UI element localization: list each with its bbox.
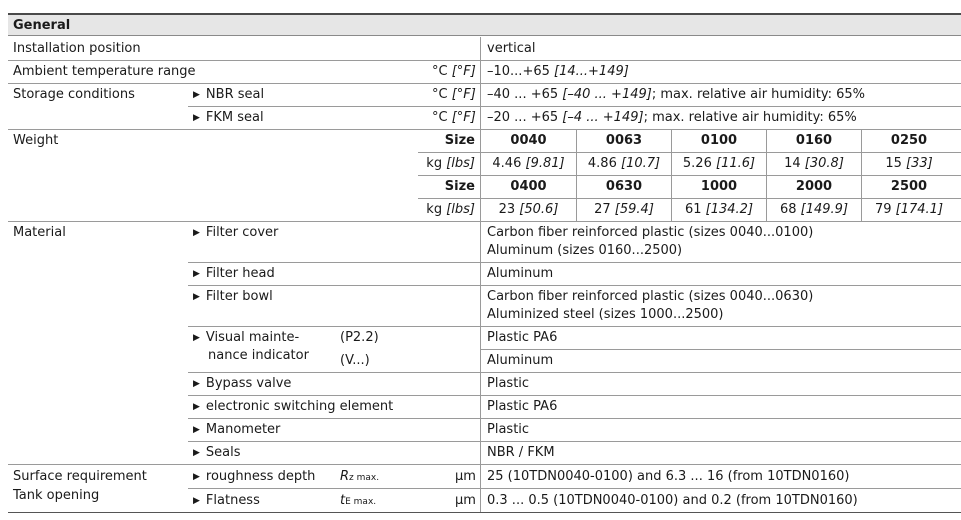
surface-roughness-symbol: Rz max. — [340, 469, 380, 484]
material-visual-code-2: (V...) — [340, 353, 370, 368]
row-divider — [418, 198, 961, 199]
material-filter-bowl-value-2: Aluminized steel (sizes 1000...2500) — [487, 307, 724, 322]
ambient-label: Ambient temperature range — [13, 64, 196, 79]
material-label: Material — [13, 225, 66, 240]
storage-nbr-unit: °C [°F] — [432, 87, 476, 102]
material-seals-label: ▶ Seals — [193, 444, 241, 463]
material-visual-label-2: nance indicator — [208, 348, 309, 363]
surface-flatness-value: 0.3 ... 0.5 (10TDN0040-0100) and 0.2 (from 10TDN0160) — [487, 493, 858, 508]
installation-label: Installation position — [13, 41, 141, 56]
material-manometer-value: Plastic — [487, 422, 530, 437]
weight-kg-label: kg [lbs] — [426, 156, 475, 171]
weight-value-cell: 61 [134.2] — [684, 202, 754, 217]
weight-size-cell: 0040 — [510, 133, 547, 148]
material-filter-bowl-value-1: Carbon fiber reinforced plastic (sizes 0040...0630) — [487, 289, 814, 304]
row-divider — [188, 106, 961, 107]
row-divider — [188, 441, 961, 442]
material-visual-value-2: Aluminum — [487, 353, 554, 368]
storage-label: Storage conditions — [13, 87, 135, 102]
storage-nbr-value: –40 ... +65 [–40 ... +149]; max. relative air humidity: 65% — [487, 87, 866, 102]
surface-label-2: Tank opening — [13, 488, 100, 503]
material-seals-value: NBR / FKM — [487, 445, 555, 460]
row-divider — [188, 488, 961, 489]
material-visual-value-1: Plastic PA6 — [487, 330, 558, 345]
weight-value-cell: 4.46 [9.81] — [492, 156, 565, 171]
row-divider — [188, 285, 961, 286]
weight-size-cell: 0160 — [795, 133, 833, 148]
row-divider — [188, 326, 961, 327]
ambient-unit: °C [°F] — [432, 64, 476, 79]
material-visual-code-1: (P2.2) — [340, 330, 379, 345]
row-divider — [188, 418, 961, 419]
storage-fkm-unit: °C [°F] — [432, 110, 476, 125]
row-divider — [188, 395, 961, 396]
weight-kg-label: kg [lbs] — [426, 202, 475, 217]
surface-flatness-symbol: tE max. — [340, 493, 377, 508]
section-header — [8, 13, 961, 36]
material-bypass-label: ▶ Bypass valve — [193, 375, 291, 394]
row-divider — [188, 262, 961, 263]
weight-size-cell: 0063 — [605, 133, 643, 148]
installation-value: vertical — [487, 41, 536, 56]
weight-size-cell: 1000 — [700, 179, 738, 194]
surface-flatness-unit: µm — [455, 493, 476, 508]
storage-fkm-label: ▶ FKM seal — [193, 109, 264, 128]
ambient-value: –10...+65 [14...+149] — [487, 64, 629, 79]
surface-roughness-label: ▶ roughness depth — [193, 468, 315, 487]
weight-size-cell: 2000 — [795, 179, 833, 194]
surface-label-1: Surface requirement — [13, 469, 147, 484]
material-bypass-value: Plastic — [487, 376, 530, 391]
weight-value-cell: 15 [33] — [885, 156, 933, 171]
material-filter-cover-value-1: Carbon fiber reinforced plastic (sizes 0040...0100) — [487, 225, 814, 240]
row-divider — [418, 152, 961, 153]
weight-value-cell: 4.86 [10.7] — [587, 156, 661, 171]
weight-size-label: Size — [444, 179, 475, 194]
row-divider — [8, 129, 961, 130]
value-column-divider — [480, 37, 481, 512]
weight-label: Weight — [13, 133, 59, 148]
row-divider — [418, 175, 961, 176]
row-divider — [8, 83, 961, 84]
surface-flatness-label: ▶ Flatness — [193, 492, 260, 511]
storage-nbr-label: ▶ NBR seal — [193, 86, 264, 105]
weight-size-cell: 0100 — [700, 133, 738, 148]
table-bottom-border — [8, 512, 961, 513]
row-divider — [188, 372, 961, 373]
storage-fkm-value: –20 ... +65 [–4 ... +149]; max. relative air humidity: 65% — [487, 110, 857, 125]
row-divider — [8, 221, 961, 222]
weight-value-cell: 14 [30.8] — [784, 156, 844, 171]
row-divider — [8, 60, 961, 61]
material-filter-head-value: Aluminum — [487, 266, 554, 281]
weight-value-cell: 79 [174.1] — [874, 202, 944, 217]
surface-roughness-value: 25 (10TDN0040-0100) and 6.3 ... 16 (from 10TDN0160) — [487, 469, 850, 484]
material-manometer-label: ▶ Manometer — [193, 421, 280, 440]
row-divider — [480, 349, 961, 350]
material-filter-cover-value-2: Aluminum (sizes 0160...2500) — [487, 243, 683, 258]
weight-size-label: Size — [444, 133, 475, 148]
section-title: General — [13, 18, 71, 33]
weight-size-cell: 2500 — [890, 179, 928, 194]
weight-value-cell: 68 [149.9] — [779, 202, 849, 217]
weight-value-cell: 5.26 [11.6] — [682, 156, 756, 171]
weight-size-cell: 0630 — [605, 179, 643, 194]
material-filter-cover-label: ▶ Filter cover — [193, 224, 278, 243]
surface-roughness-unit: µm — [455, 469, 476, 484]
weight-value-cell: 23 [50.6] — [498, 202, 559, 217]
weight-size-cell: 0250 — [890, 133, 928, 148]
material-electronic-value: Plastic PA6 — [487, 399, 558, 414]
weight-value-cell: 27 [59.4] — [594, 202, 654, 217]
material-filter-bowl-label: ▶ Filter bowl — [193, 288, 273, 307]
material-visual-label-1: ▶ Visual mainte- — [193, 329, 299, 348]
material-filter-head-label: ▶ Filter head — [193, 265, 275, 284]
material-electronic-label: ▶ electronic switching element — [193, 398, 393, 417]
row-divider — [8, 464, 961, 465]
weight-size-cell: 0400 — [510, 179, 547, 194]
